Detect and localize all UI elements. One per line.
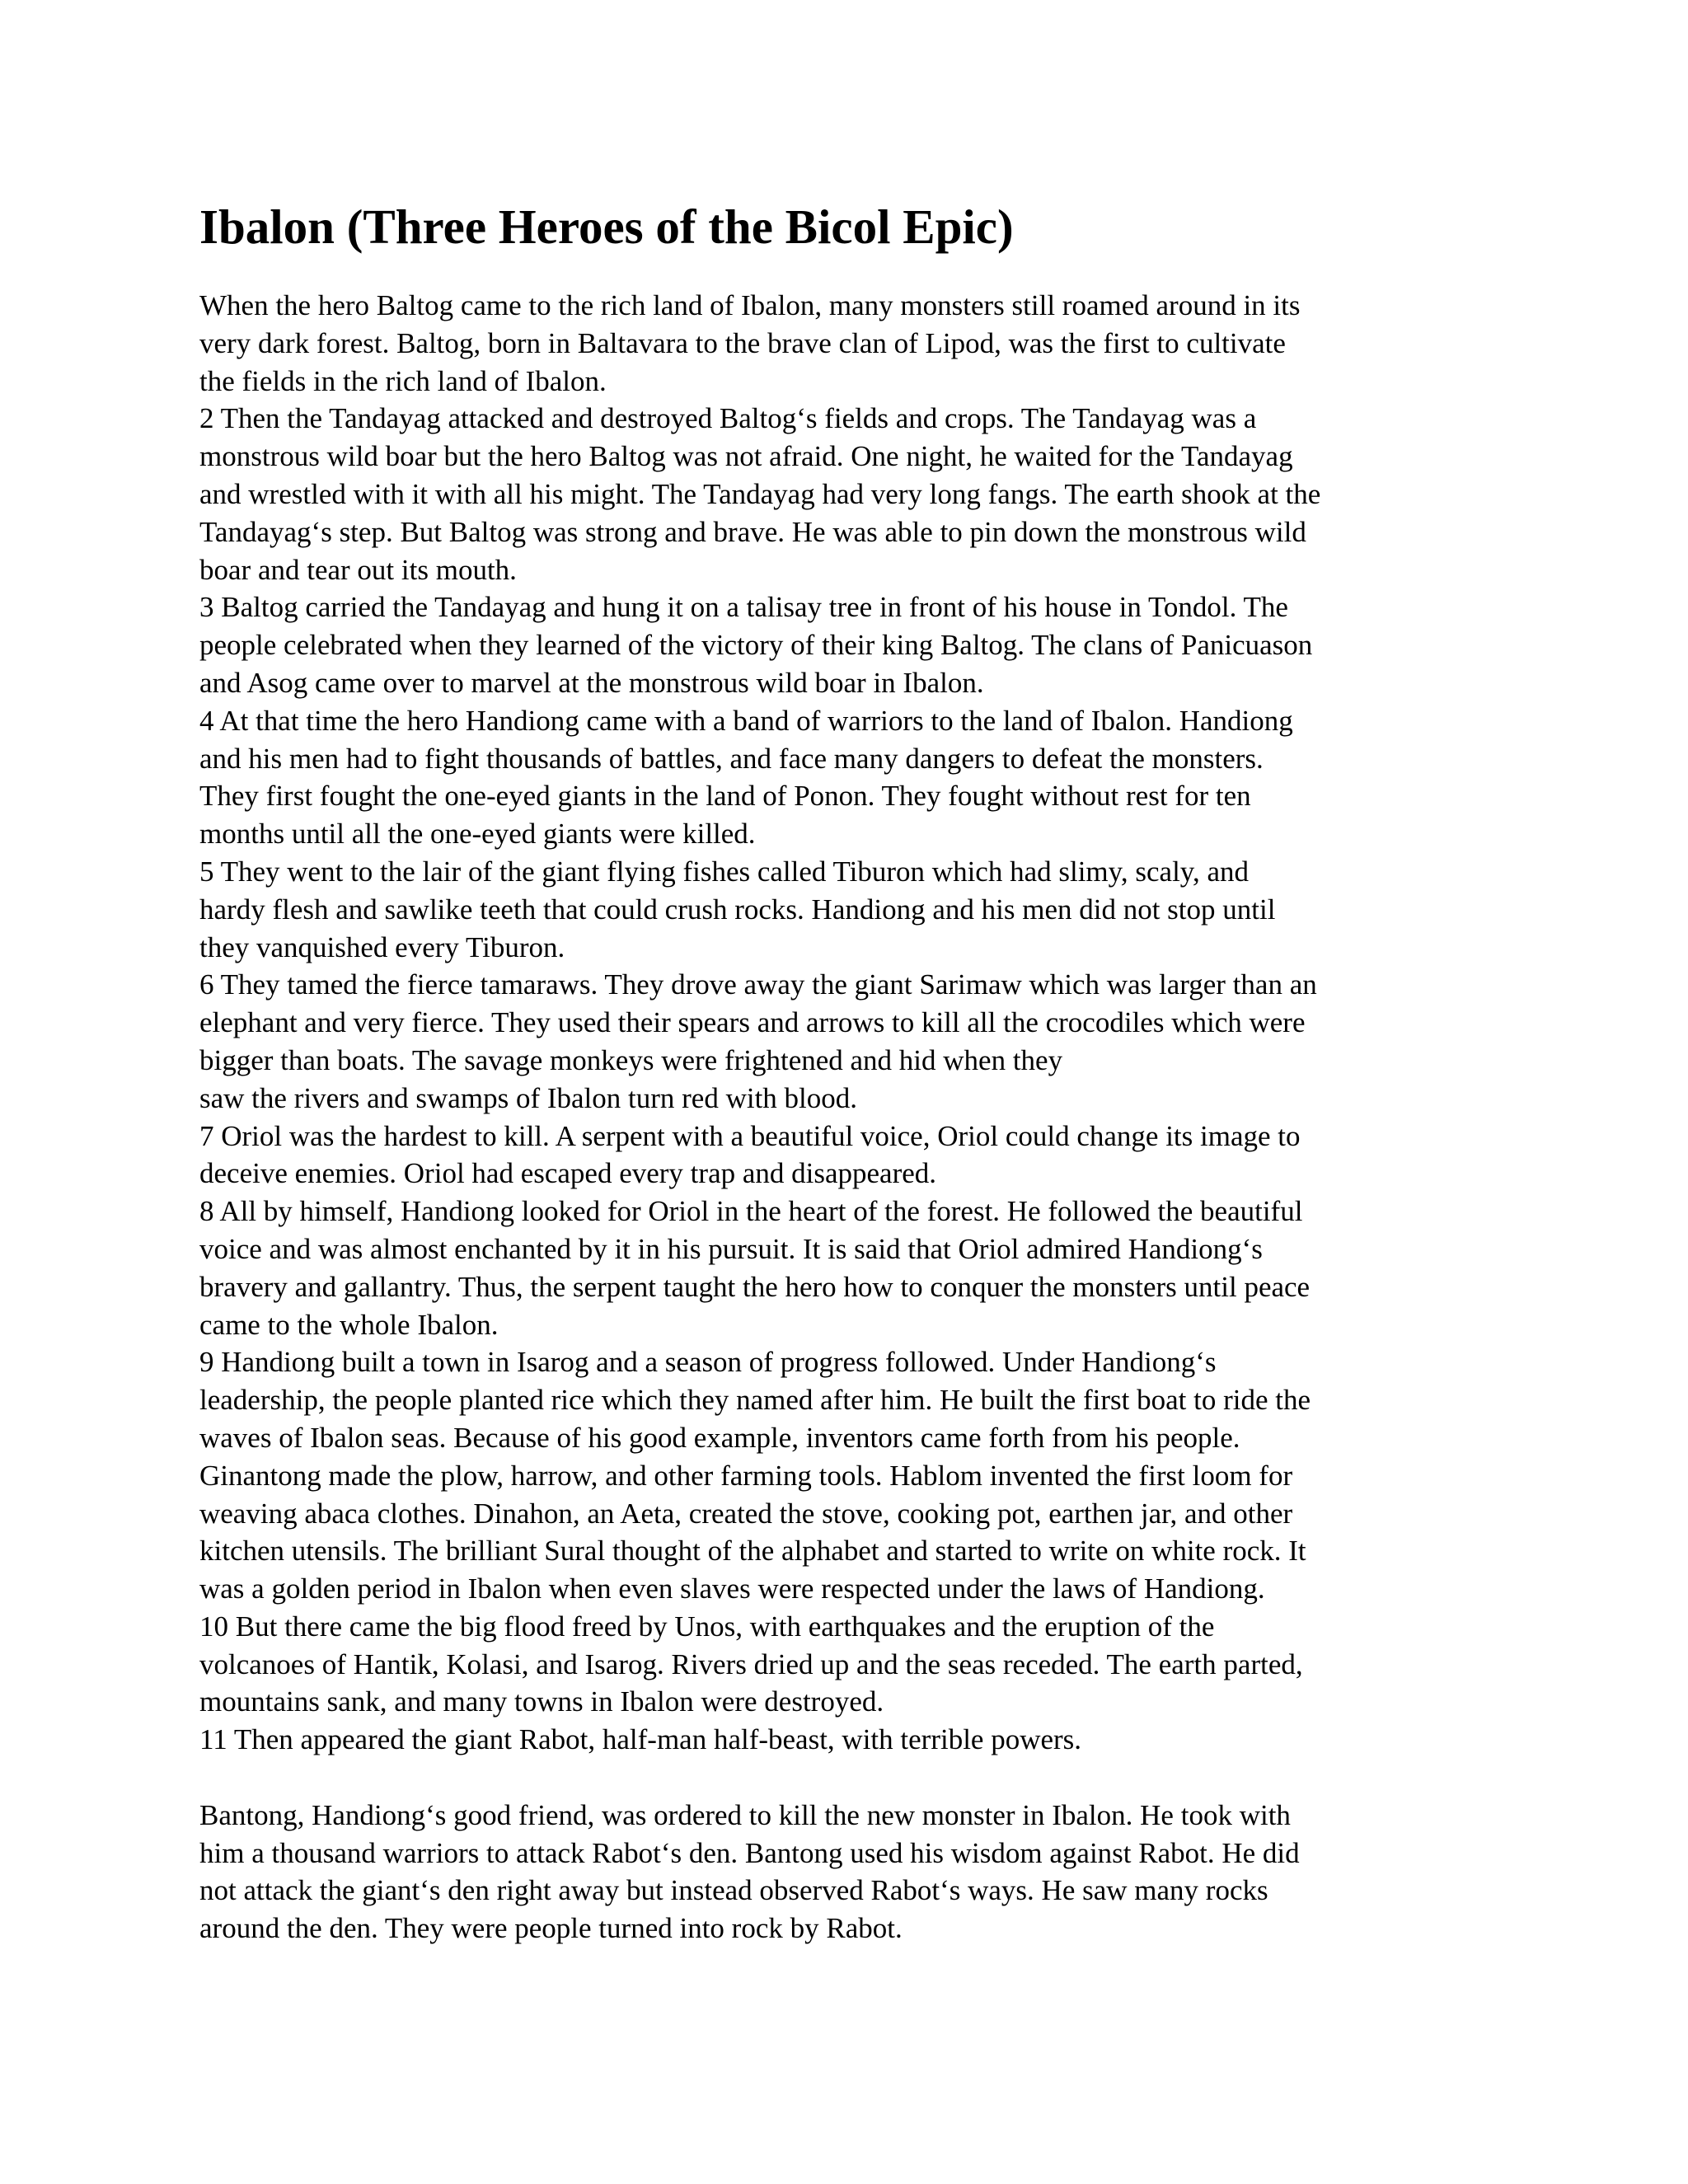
text-line: They first fought the one-eyed giants in the land of Ponon. They fought without rest for ten bbox=[199, 780, 1251, 813]
text-line: they vanquished every Tiburon. bbox=[199, 930, 565, 963]
text-line: months until all the one-eyed giants were killed. bbox=[199, 818, 756, 851]
text-line: weaving abaca clothes. Dinahon, an Aeta, created the stove, cooking pot, earthen jar, and other bbox=[199, 1497, 1293, 1530]
text-line: hardy flesh and sawlike teeth that could crush rocks. Handiong and his men did not stop until bbox=[199, 893, 1276, 926]
text-line: Ginantong made the plow, harrow, and other farming tools. Hablom invented the first loom for bbox=[199, 1459, 1293, 1492]
text-line: was a golden period in Ibalon when even slaves were respected under the laws of Handiong. bbox=[199, 1572, 1265, 1605]
text-line: people celebrated when they learned of the victory of their king Baltog. The clans of Panicuason bbox=[199, 629, 1313, 662]
text-line: the fields in the rich land of Ibalon. bbox=[199, 364, 607, 397]
text-line: monstrous wild boar but the hero Baltog was not afraid. One night, he waited for the Tandayag bbox=[199, 440, 1293, 473]
text-line: came to the whole Ibalon. bbox=[199, 1308, 499, 1341]
text-line: waves of Ibalon seas. Because of his good example, inventors came forth from his people. bbox=[199, 1421, 1240, 1454]
text-line: bigger than boats. The savage monkeys were frightened and hid when they bbox=[199, 1043, 1063, 1076]
text-line: him a thousand warriors to attack Rabot‘s den. Bantong used his wisdom against Rabot. He did bbox=[199, 1836, 1300, 1869]
text-line: 2 Then the Tandayag attacked and destroyed Baltog‘s fields and crops. The Tandayag was a bbox=[199, 402, 1257, 435]
text-line: 3 Baltog carried the Tandayag and hung it on a talisay tree in front of his house in Tondol. The bbox=[199, 591, 1288, 624]
document-title: Ibalon (Three Heroes of the Bicol Epic) bbox=[199, 199, 1014, 254]
text-line: Bantong, Handiong‘s good friend, was ordered to kill the new monster in Ibalon. He took with bbox=[199, 1798, 1291, 1831]
text-line: kitchen utensils. The brilliant Sural thought of the alphabet and started to write on white rock. It bbox=[199, 1535, 1306, 1568]
text-line: 6 They tamed the fierce tamaraws. They drove away the giant Sarimaw which was larger than an bbox=[199, 968, 1317, 1001]
text-line: saw the rivers and swamps of Ibalon turn red with blood. bbox=[199, 1081, 858, 1114]
text-line: 10 But there came the big flood freed by Unos, with earthquakes and the eruption of the bbox=[199, 1610, 1215, 1643]
text-line: 9 Handiong built a town in Isarog and a season of progress followed. Under Handiong‘s bbox=[199, 1346, 1217, 1379]
text-line: leadership, the people planted rice which they named after him. He built the first boat to ride the bbox=[199, 1384, 1311, 1417]
text-line: and Asog came over to marvel at the monstrous wild boar in Ibalon. bbox=[199, 666, 984, 699]
text-line: volcanoes of Hantik, Kolasi, and Isarog. Rivers dried up and the seas receded. The earth parted, bbox=[199, 1647, 1303, 1680]
text-line: 5 They went to the lair of the giant flying fishes called Tiburon which had slimy, scaly, and bbox=[199, 855, 1250, 888]
text-line: 4 At that time the hero Handiong came with a band of warriors to the land of Ibalon. Handiong bbox=[199, 704, 1293, 737]
text-line: very dark forest. Baltog, born in Baltavara to the brave clan of Lipod, was the first to cultivate bbox=[199, 326, 1286, 359]
text-line: not attack the giant‘s den right away but instead observed Rabot‘s ways. He saw many rocks bbox=[199, 1874, 1268, 1907]
text-line: 7 Oriol was the hardest to kill. A serpent with a beautiful voice, Oriol could change its image to bbox=[199, 1119, 1301, 1152]
text-line: mountains sank, and many towns in Ibalon were destroyed. bbox=[199, 1685, 884, 1718]
document-page bbox=[199, 198, 1502, 1947]
text-line: Tandayag‘s step. But Baltog was strong and brave. He was able to pin down the monstrous wild bbox=[199, 515, 1306, 548]
text-line: and wrestled with it with all his might. The Tandayag had very long fangs. The earth shook at the bbox=[199, 477, 1321, 510]
paragraph-break bbox=[199, 1759, 1502, 1797]
text-line: voice and was almost enchanted by it in his pursuit. It is said that Oriol admired Handiong‘s bbox=[199, 1232, 1263, 1265]
text-line: When the hero Baltog came to the rich land of Ibalon, many monsters still roamed around in its bbox=[199, 289, 1301, 321]
text-line: boar and tear out its mouth. bbox=[199, 553, 517, 586]
text-line: and his men had to fight thousands of battles, and face many dangers to defeat the monsters. bbox=[199, 742, 1264, 775]
document-body bbox=[199, 287, 1502, 1947]
text-line: elephant and very fierce. They used their spears and arrows to kill all the crocodiles which were bbox=[199, 1006, 1306, 1039]
text-line: 8 All by himself, Handiong looked for Oriol in the heart of the forest. He followed the beautiful bbox=[199, 1195, 1303, 1228]
text-line: bravery and gallantry. Thus, the serpent taught the hero how to conquer the monsters until peace bbox=[199, 1270, 1311, 1303]
text-line: deceive enemies. Oriol had escaped every trap and disappeared. bbox=[199, 1157, 937, 1190]
text-line: 11 Then appeared the giant Rabot, half-man half-beast, with terrible powers. bbox=[199, 1723, 1082, 1756]
text-line: around the den. They were people turned into rock by Rabot. bbox=[199, 1912, 903, 1945]
